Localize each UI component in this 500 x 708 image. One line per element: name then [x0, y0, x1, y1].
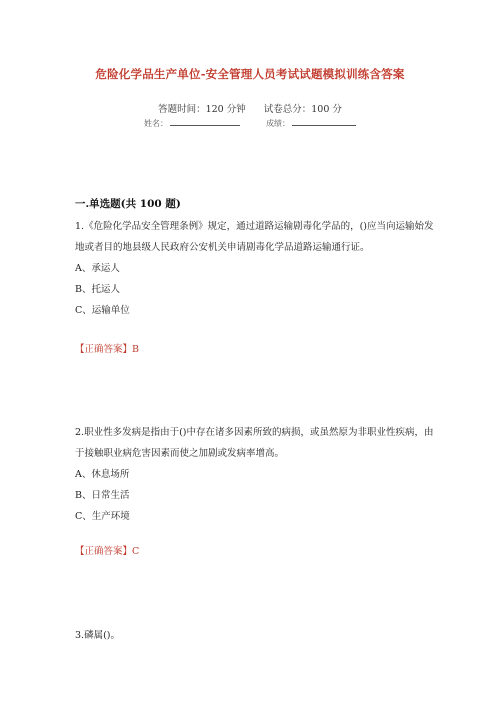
question-2 [75, 422, 435, 527]
student-info-line [0, 117, 500, 129]
section-heading: 一.单选题(共 100 题) [75, 198, 181, 210]
exam-meta [0, 101, 500, 115]
name-label: 姓名： [144, 119, 168, 128]
option-a: A、承运人 [75, 263, 120, 274]
question-3 [75, 625, 435, 646]
option-c: C、运输单位 [75, 305, 130, 316]
option-c: C、生产环境 [75, 511, 130, 522]
question-stem: 1.《危险化学品安全管理条例》规定，通过道路运输剧毒化学品的，()应当向运输始发地或者目的地县级人民政府公安机关申请剧毒化学品道路运输通行证。 [75, 221, 434, 253]
answer-1: 【正确答案】B [75, 344, 139, 355]
option-b: B、日常生活 [75, 490, 130, 501]
exam-total-score: 试卷总分：100 分 [263, 104, 342, 115]
grade-label: 成绩： [266, 119, 290, 128]
name-blank [170, 117, 240, 126]
option-a: A、休息场所 [75, 469, 130, 480]
question-stem: 2.职业性多发病是指由于()中存在诸多因素所致的病损，或虽然原为非职业性疾病，由于接触职业病危害因素而使之加剧或发病率增高。 [75, 427, 434, 459]
exam-time: 答题时间：120 分钟 [158, 104, 246, 115]
question-stem: 3.磷属()。 [75, 630, 120, 641]
option-b: B、托运人 [75, 284, 120, 295]
answer-2: 【正确答案】C [75, 546, 140, 557]
document-title: 危险化学品生产单位-安全管理人员考试试题模拟训练含答案 [95, 67, 405, 81]
question-1 [75, 216, 435, 321]
grade-blank [292, 117, 356, 126]
